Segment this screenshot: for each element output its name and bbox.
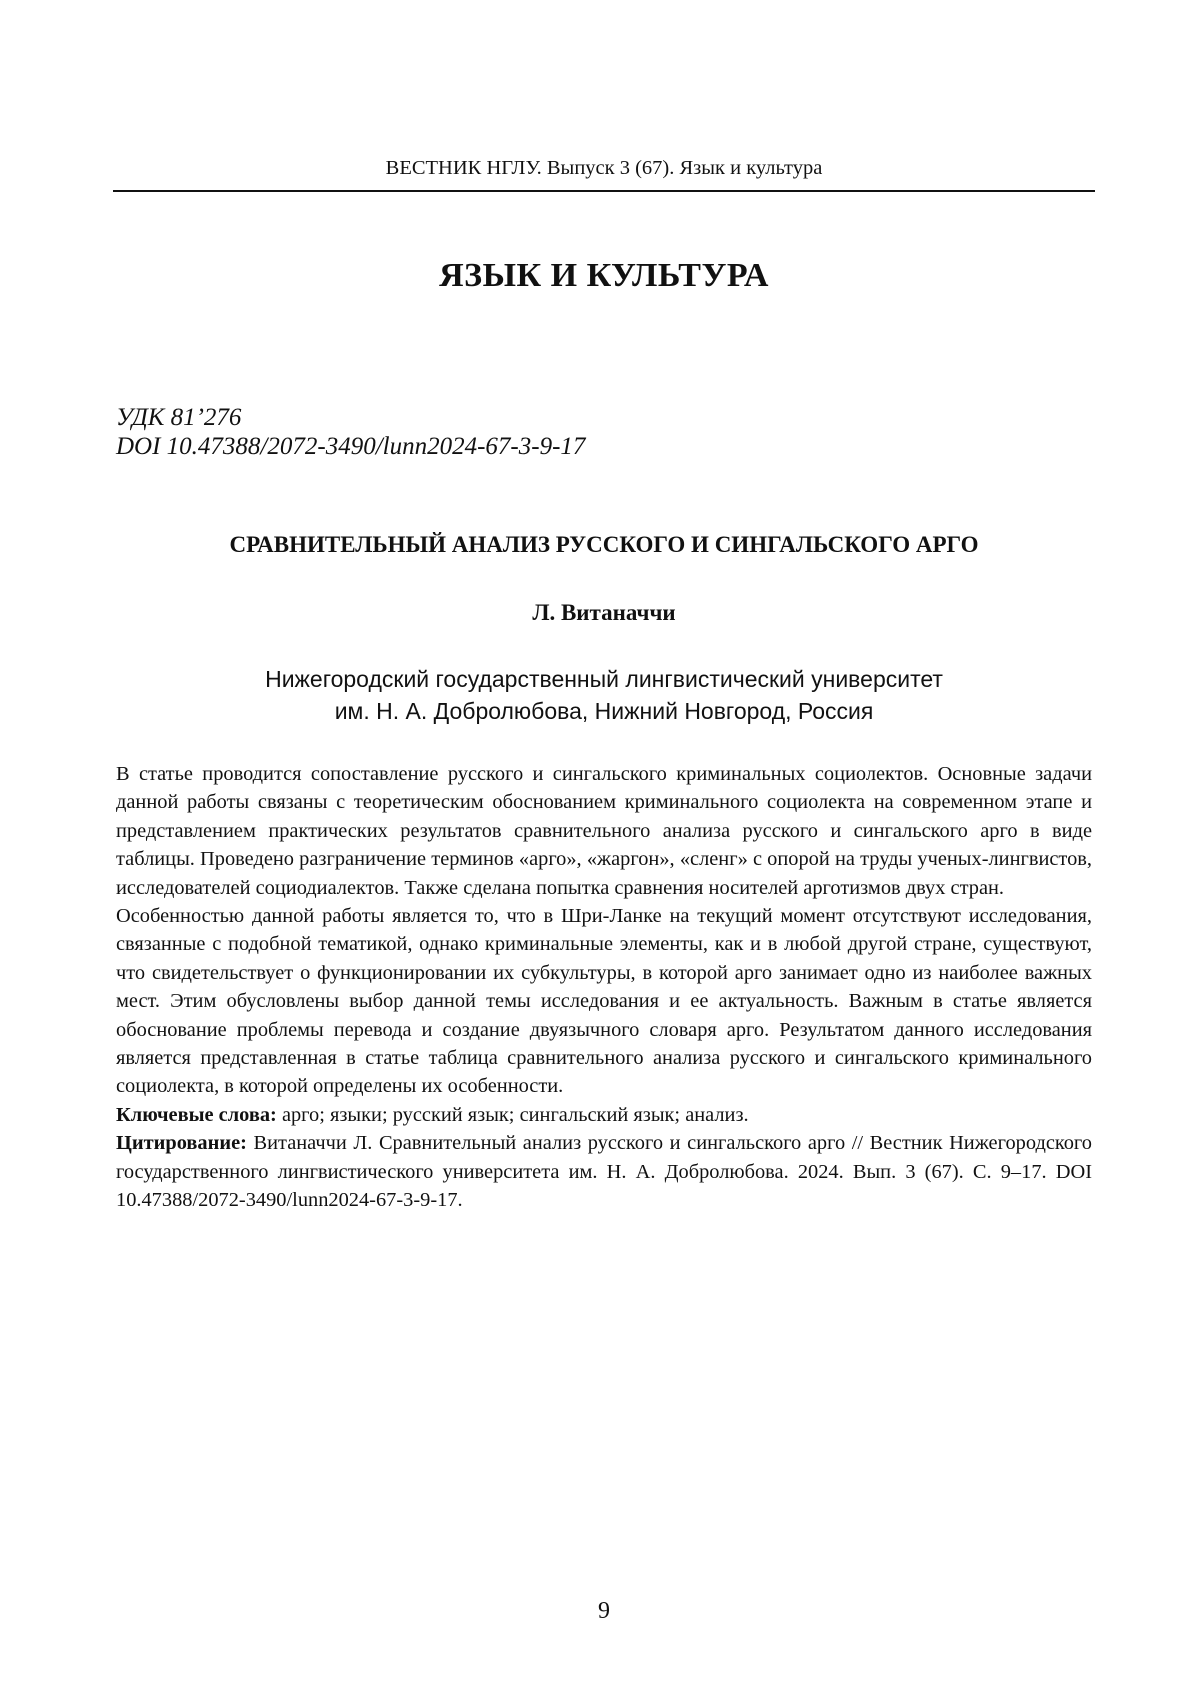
citation-text: Витаначчи Л. Сравнительный анализ русского и сингальского арго // Вестник Нижегородского государственного лингвистического университета им. Н. А. Добролюбова. 2024. Вып. 3 (67). С. 9–17. DOI 10.47388/2072-3490/lunn2024-67-3-9-17. (116, 1132, 1092, 1211)
abstract (116, 760, 1092, 1215)
abstract-paragraph: Особенностью данной работы является то, что в Шри-Ланке на текущий момент отсутствуют исследования, связанные с подобной тематикой, однако криминальные элементы, как и в любой другой стране, существуют, что свидетельствует о функционировании их субкультуры, в которой арго занимает одно из наиболее важных мест. Этим обусловлены выбор данной темы исследования и ее актуальность. Важным в статье является обоснование проблемы перевода и создание двуязычного словаря арго. Результатом данного исследования является представленная в статье таблица сравнительного анализа русского и сингальского криминального социолекта, в которой определены их особенности. (116, 902, 1092, 1101)
affiliation-line: Нижегородский государственный лингвистический университет (113, 663, 1095, 695)
keywords (116, 1101, 1092, 1129)
section-title: ЯЗЫК И КУЛЬТУРА (113, 256, 1095, 296)
article-identifiers (116, 403, 585, 461)
running-header: ВЕСТНИК НГЛУ. Выпуск 3 (67). Язык и культура (113, 156, 1095, 180)
author-name: Л. Витаначчи (113, 599, 1095, 627)
citation (116, 1129, 1092, 1214)
author-affiliation (113, 663, 1095, 727)
keywords-label: Ключевые слова: (116, 1104, 277, 1126)
header-divider (113, 190, 1095, 192)
article-title: СРАВНИТЕЛЬНЫЙ АНАЛИЗ РУССКОГО И СИНГАЛЬСКОГО АРГО (113, 531, 1095, 559)
doi: DOI 10.47388/2072-3490/lunn2024-67-3-9-17 (116, 432, 585, 461)
abstract-paragraph: В статье проводится сопоставление русского и сингальского криминальных социолектов. Основные задачи данной работы связаны с теоретическим обоснованием криминального социолекта на современном этапе и представлением практических результатов сравнительного анализа русского и сингальского арго в виде таблицы. Проведено разграничение терминов «арго», «жаргон», «сленг» с опорой на труды ученых-лингвистов, исследователей социодиалектов. Также сделана попытка сравнения носителей арготизмов двух стран. (116, 760, 1092, 902)
page-number: 9 (113, 1597, 1095, 1625)
document-page (0, 0, 1200, 1697)
udk-code: УДК 81’276 (116, 403, 585, 432)
affiliation-line: им. Н. А. Добролюбова, Нижний Новгород, Россия (113, 695, 1095, 727)
keywords-text: арго; языки; русский язык; сингальский язык; анализ. (277, 1104, 749, 1126)
citation-label: Цитирование: (116, 1132, 247, 1154)
